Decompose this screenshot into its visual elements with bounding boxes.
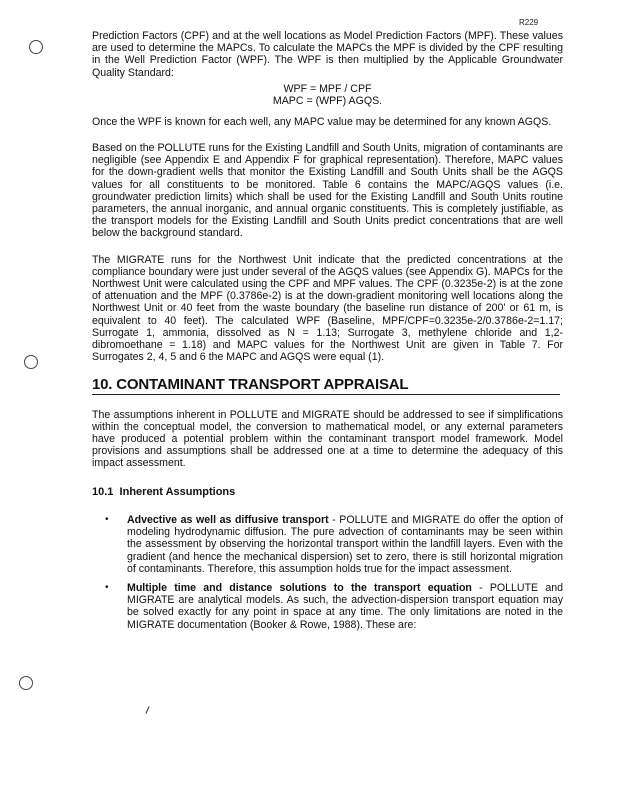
document-body	[92, 30, 563, 638]
formula-wpf: WPF = MPF / CPF	[283, 82, 372, 95]
assumptions-list	[92, 514, 563, 631]
paragraph-wpf-known: Once the WPF is known for each well, any MAPC value may be determined for any known AGQS.	[92, 115, 552, 128]
section-title: CONTAMINANT TRANSPORT APPRAISAL	[116, 376, 409, 394]
subsection-title: Inherent Assumptions	[119, 485, 236, 498]
formula-mapc: MAPC = (WPF) AGQS.	[272, 95, 383, 108]
binder-hole-bottom	[19, 676, 33, 690]
section-underline	[92, 394, 560, 395]
paragraph-pollute-runs: Based on the POLLUTE runs for the Existing Landfill and South Units, migration of contaminants are negligible (see Appendix E and Appendix F for graphical representation). Therefore, MAPC values for the down-gradient wells that monitor the Existing Landfill and South Units shall be the AGQS values for all constituents to be monitored. Table 6 contains the MAPC/AGQS values (i.e. groundwater prediction limits) which shall be used for the Existing Landfill and South Units routine parameters, the annual inorganic, and annual organic constituents. This is completely justifiable, as the transport models for the Existing Landfill and South Units predict concentrations that are well below the background standard.	[92, 142, 563, 240]
list-item-heading: Multiple time and distance solutions to the transport equation	[127, 581, 472, 594]
list-item-text: - POLLUTE and MIGRATE do offer the option of modeling hydrodynamic diffusion. The pure advection of contaminants may be seen within the assessment by observing the horizontal transport within the landfill layers. Even with the gradient (and hence the mechanical dispersion) set to zero, there is still horizontal migration of contaminants. Therefore, this assumption holds true for the impact assessment.	[127, 513, 563, 575]
subsection-heading	[92, 486, 563, 498]
binder-hole-top	[29, 40, 43, 54]
binder-hole-middle	[24, 355, 38, 369]
scan-mark	[145, 706, 149, 714]
bullet-icon: •	[105, 581, 109, 593]
list-item	[105, 581, 563, 631]
bullet-icon: •	[105, 513, 109, 525]
section-number: 10.	[92, 376, 113, 394]
paragraph-migrate-runs: The MIGRATE runs for the Northwest Unit indicate that the predicted concentrations at the compliance boundary were just under several of the AGQS values (see Appendix G). MAPCs for the Northwest Unit were calculated using the CPF and MPF values. The CPF (0.3235e-2) is at the zone of attenuation and the MPF (0.3786e-2) is at the down-gradient monitoring well locations along the Northwest Unit or 40 feet from the waste boundary (the baseline run distance of 200' or 61 m, is equivalent to 40 feet). The calculated WPF (Baseline, MPF/CPF=0.3235e-2/0.3786e-2=1.17; Surrogate 1, ammonia, dissolved as N = 1.13; Surrogate 3, methylene chloride and 1,2-dibromoethane = 1.18) and MAPC values for the Northwest Unit are given in Table 7. For Surrogates 2, 4, 5 and 6 the MAPC and AGQS were equal (1).	[92, 253, 563, 364]
formula-block	[92, 83, 563, 108]
section-intro: The assumptions inherent in POLLUTE and MIGRATE should be addressed to see if simplifications within the conceptual model, the conversion to mathematical model, or any external parameters have produced a potential problem within the contaminant transport model framework. Model provisions and assumptions shall be addressed one at a time to determine the adequacy of this impact assessment.	[92, 408, 563, 470]
list-item-text: - POLLUTE and MIGRATE are analytical models. As such, the advection-dispersion transport equation may be solved exactly for any point in space at any time. The only limitations are noted in the MIGRATE documentation (Booker & Rowe, 1988). These are:	[127, 581, 563, 631]
list-item-heading: Advective as well as diffusive transport	[127, 513, 329, 526]
subsection-number: 10.1	[92, 485, 114, 498]
list-item	[105, 513, 563, 575]
paragraph-prediction-factors: Prediction Factors (CPF) and at the well locations as Model Prediction Factors (MPF). These values are used to determine the MAPCs. To calculate the MAPCs the MPF is divided by the CPF resulting in the Well Prediction Factor (WPF). The WPF is then multiplied by the Applicable Groundwater Quality Standard:	[92, 30, 563, 79]
page-id: R229	[519, 18, 539, 27]
section-heading	[92, 376, 563, 394]
